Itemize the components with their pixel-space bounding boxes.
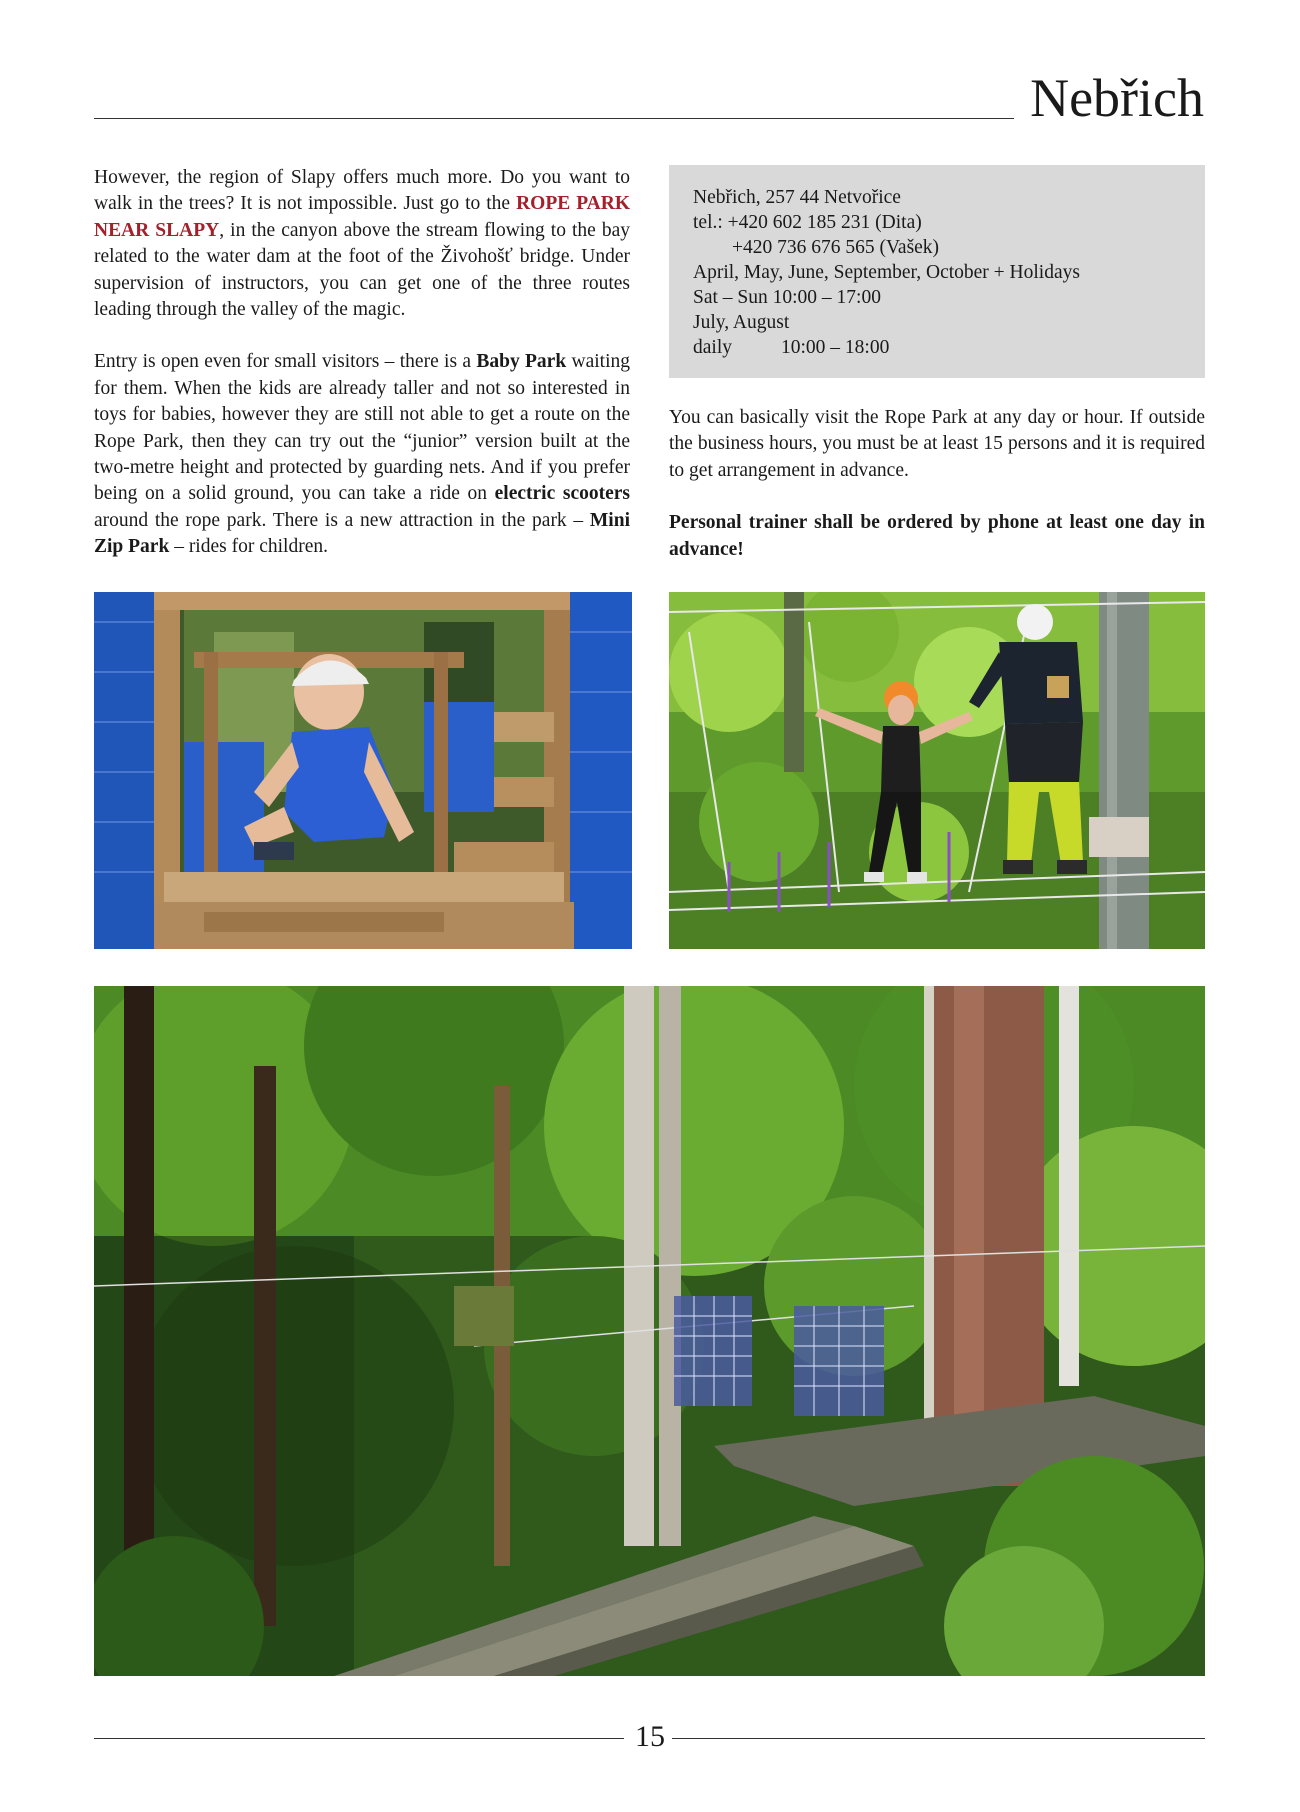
right-column [669, 405, 1205, 563]
paragraph-rope-park: However, the region of Slapy offers much more. Do you want to walk in the trees? It is not impossible. Just go to the ROPE PARK NEAR SLAPY, in the canyon above the stream flowing to the bay related to the water dam at the foot of the Živohošť bridge. Under supervision of instructors, you can get one of the three routes leading through the valley of the magic. [94, 167, 631, 321]
photo-boy-climbing [94, 592, 632, 949]
contact-info-box [669, 165, 1205, 378]
electric-scooters-highlight: electric scooters [494, 483, 631, 505]
header-rule [94, 118, 1014, 119]
mini-zip-park-highlight: Mini Zip Park [94, 509, 630, 558]
summer-months: July, August [693, 312, 790, 333]
address: Nebřich, 257 44 Netvořice [693, 187, 901, 208]
footer-rule-right [672, 1738, 1205, 1739]
baby-park-highlight: Baby Park [476, 351, 567, 373]
photo-forest-rope-park [94, 986, 1205, 1676]
season-months: April, May, June, September, October + Holidays [693, 262, 1080, 283]
rope-park-highlight: ROPE PARK NEAR SLAPY [94, 193, 630, 241]
page-number: 15 [635, 1720, 665, 1753]
paragraph-trainer: Personal trainer shall be ordered by phone at least one day in advance! [669, 512, 1205, 560]
paragraph-visit: You can basically visit the Rope Park at any day or hour. If outside the business hours, you must be at least 15 persons and it is required to get arrangement in advance. [669, 407, 1205, 481]
footer-rule-left [94, 1738, 624, 1739]
photo-climbers [669, 592, 1205, 949]
phone-vasek: +420 736 676 565 (Vašek) [732, 237, 940, 258]
paragraph-baby-park: Entry is open even for small visitors – there is a Baby Park waiting for them. When the kids are already taller and not so interested in toys for babies, however they are still not able to get a route on the Rope Park, then they can try out the “junior” version built at the two-metre height and protected by guarding nets. And if you prefer being on a solid ground, you can take a ride on electric scooters around the rope park. There is a new attraction in the park – Mini Zip Park – rides for children. [94, 351, 631, 558]
left-column [94, 165, 630, 561]
page-title: Nebřich [1030, 68, 1204, 128]
summer-hours: daily 10:00 – 18:00 [693, 337, 890, 358]
season-hours: Sat – Sun 10:00 – 17:00 [693, 287, 881, 308]
phone-dita: tel.: +420 602 185 231 (Dita) [693, 212, 922, 233]
